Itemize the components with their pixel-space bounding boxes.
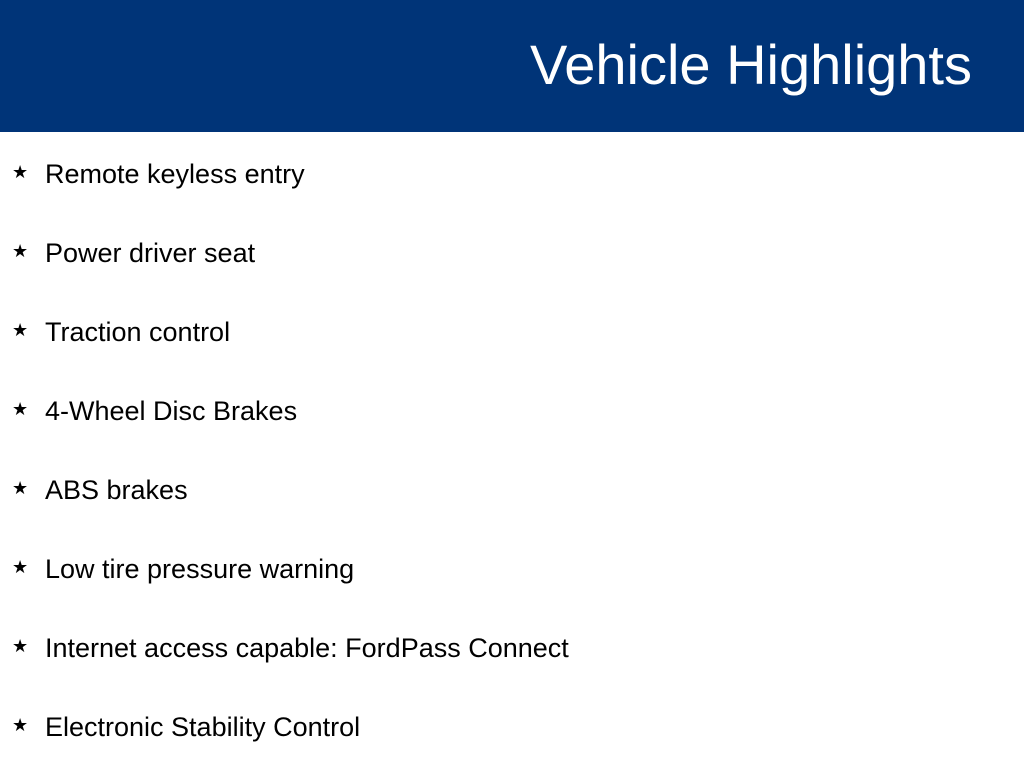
header-banner <box>0 0 1024 132</box>
highlight-label: Electronic Stability Control <box>45 712 361 742</box>
page-title: Vehicle Highlights <box>529 33 972 96</box>
list-item <box>0 310 1024 350</box>
highlight-label: Internet access capable: FordPass Connect <box>45 633 569 663</box>
list-item <box>0 626 1024 666</box>
star-icon: ★ <box>12 636 29 656</box>
star-icon: ★ <box>12 320 29 340</box>
highlight-label: Low tire pressure warning <box>45 554 355 584</box>
highlight-label: Remote keyless entry <box>45 159 305 189</box>
list-item <box>0 231 1024 271</box>
list-item <box>0 389 1024 429</box>
highlight-label: Traction control <box>45 317 231 347</box>
star-icon: ★ <box>12 715 29 735</box>
star-icon: ★ <box>12 399 29 419</box>
star-icon: ★ <box>12 241 29 261</box>
star-icon: ★ <box>12 557 29 577</box>
highlight-label: Power driver seat <box>45 238 256 268</box>
star-icon: ★ <box>12 478 29 498</box>
list-item <box>0 468 1024 508</box>
star-icon: ★ <box>12 162 29 182</box>
highlight-label: 4-Wheel Disc Brakes <box>45 396 298 426</box>
highlight-label: ABS brakes <box>45 475 188 505</box>
list-item <box>0 705 1024 745</box>
list-item <box>0 547 1024 587</box>
list-item <box>0 152 1024 192</box>
